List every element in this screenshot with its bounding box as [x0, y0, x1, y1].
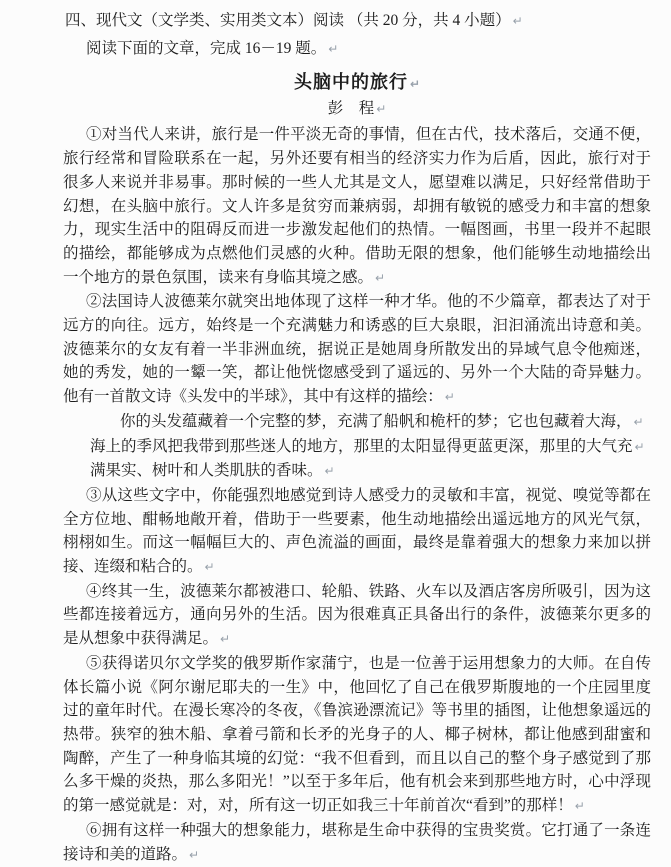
paragraph-mark-icon: ↵	[204, 560, 215, 575]
quote-line-1	[90, 410, 651, 435]
quote-line-2	[90, 435, 651, 460]
paragraph-1-text: ①对当代人来讲，旅行是一件平淡无奇的事情，但在古代，技术落后，交通不便，旅行经常和冒险联系在一起，另外还要有相当的经济实力作为后盾，因此，旅行对于很多人来说并非易事。那时候的一些人尤其是文人，愿望难以满足，只好经常借助于幻想，在头脑中旅行。文人许多是贫穷而兼病弱，却拥有敏锐的感受力和丰富的想象力，现实生活中的阻碍反而进一步激发起他们的热情。一幅图画，书里一段并不起眼的描绘，都能够成为点燃他们灵感的火种。借助无限的想象，他们能够生动地描绘出一个地方的景色氛围，读来有身临其境之感。	[63, 126, 651, 286]
quote-line-3-text: 满果实、树叶和人类肌肤的香味。	[90, 462, 323, 480]
passage-author-text: 彭 程	[327, 100, 375, 118]
paragraph-mark-icon: ↵	[512, 14, 523, 28]
passage-intro	[63, 37, 651, 62]
quote-line-1-text: 你的头发蕴藏着一个完整的梦，充满了船帆和桅杆的梦；它也包藏着大海，	[120, 412, 632, 430]
paragraph-1	[63, 123, 651, 290]
paragraph-mark-icon: ↵	[633, 414, 644, 429]
paragraph-mark-icon: ↵	[634, 439, 645, 454]
paragraph-mark-icon: ↵	[324, 464, 335, 479]
paragraph-5-text: ⑤获得诺贝尔文学奖的俄罗斯作家蒲宁，也是一位善于运用想象力的大师。在自传体长篇小说《阿尔谢尼耶夫的一生》中，他回忆了自己在俄罗斯腹地的一个庄园里度过的童年时代。在漫长寒冷的冬夜，《鲁滨逊漂流记》等书里的插图，让他想象遥远的热带。狭窄的独木船、拿着弓箭和长矛的光身子的人、椰子树林，都让他感到甜蜜和陶醉，产生了一种身临其境的幻觉：“我不但看到，而且以自己的整个身子感觉到了那么多干燥的炎热，那么多阳光！”以至于多年后，他有机会来到那些地方时，心中浮现的第一感觉就是：对，对，所有这一切正如我三十年前首次“看到”的那样！	[63, 654, 651, 815]
paragraph-5	[63, 652, 651, 819]
paragraph-3	[63, 484, 651, 580]
passage-title	[63, 69, 651, 97]
paragraph-4	[63, 580, 651, 652]
section-heading	[63, 9, 651, 34]
paragraph-mark-icon: ↵	[189, 847, 200, 862]
paragraph-mark-icon: ↵	[220, 632, 231, 647]
paragraph-3-text: ③从这些文字中，你能强烈地感觉到诗人感受力的灵敏和丰富，视觉、嗅觉等都在全方位地、酣畅地敞开着，借助于一些要素，他生动地描绘出遥远地方的风光气氛，栩栩如生。而这一幅幅巨大的、声色流溢的画面，最终是靠着强大的想象力来加以拼接、连缀和粘合的。	[63, 486, 651, 576]
paragraph-4-text: ④终其一生，波德莱尔都被港口、轮船、铁路、火车以及酒店客房所吸引，因为这些都连接着远方，通向另外的生活。因为很难真正具备出行的条件，波德莱尔更多的是从想象中获得满足。	[63, 582, 651, 648]
paragraph-mark-icon: ↵	[574, 799, 585, 814]
passage-author	[63, 97, 651, 121]
paragraph-6	[63, 819, 651, 867]
quote-line-3	[90, 459, 651, 484]
passage-title-text: 头脑中的旅行	[293, 72, 408, 93]
paragraph-mark-icon: ↵	[409, 77, 421, 92]
paragraph-mark-icon: ↵	[444, 390, 455, 405]
section-heading-text: 四、现代文（文学类、实用类文本）阅读 （共 20 分，共 4 小题）	[65, 12, 511, 29]
paragraph-2	[63, 290, 651, 410]
paragraph-2-text: ②法国诗人波德莱尔就突出地体现了这样一种才华。他的不少篇章，都表达了对于远方的向往。远方，始终是一个充满魅力和诱惑的巨大泉眼，汩汩涌流出诗意和美。波德莱尔的女友有着一半非洲血统，据说正是她周身所散发出的异域气息令他痴迷，她的秀发，她的一颦一笑，都让他恍惚感受到了遥远的、另外一个大陆的奇异魅力。他有一首散文诗《头发中的半球》，其中有这样的描绘：	[63, 293, 651, 406]
passage-intro-text: 阅读下面的文章，完成 16－19 题。	[86, 39, 327, 57]
paragraph-mark-icon: ↵	[328, 41, 339, 56]
paragraph-mark-icon: ↵	[376, 102, 387, 117]
paragraph-mark-icon: ↵	[375, 270, 386, 285]
paragraph-6-text: ⑥拥有这样一种强大的想象能力，堪称是生命中获得的宝贵奖赏。它打通了一条连接诗和美的道路。	[63, 821, 651, 863]
quote-line-2-text: 海上的季风把我带到那些迷人的地方，那里的太阳显得更蓝更深，那里的大气充	[90, 437, 633, 455]
